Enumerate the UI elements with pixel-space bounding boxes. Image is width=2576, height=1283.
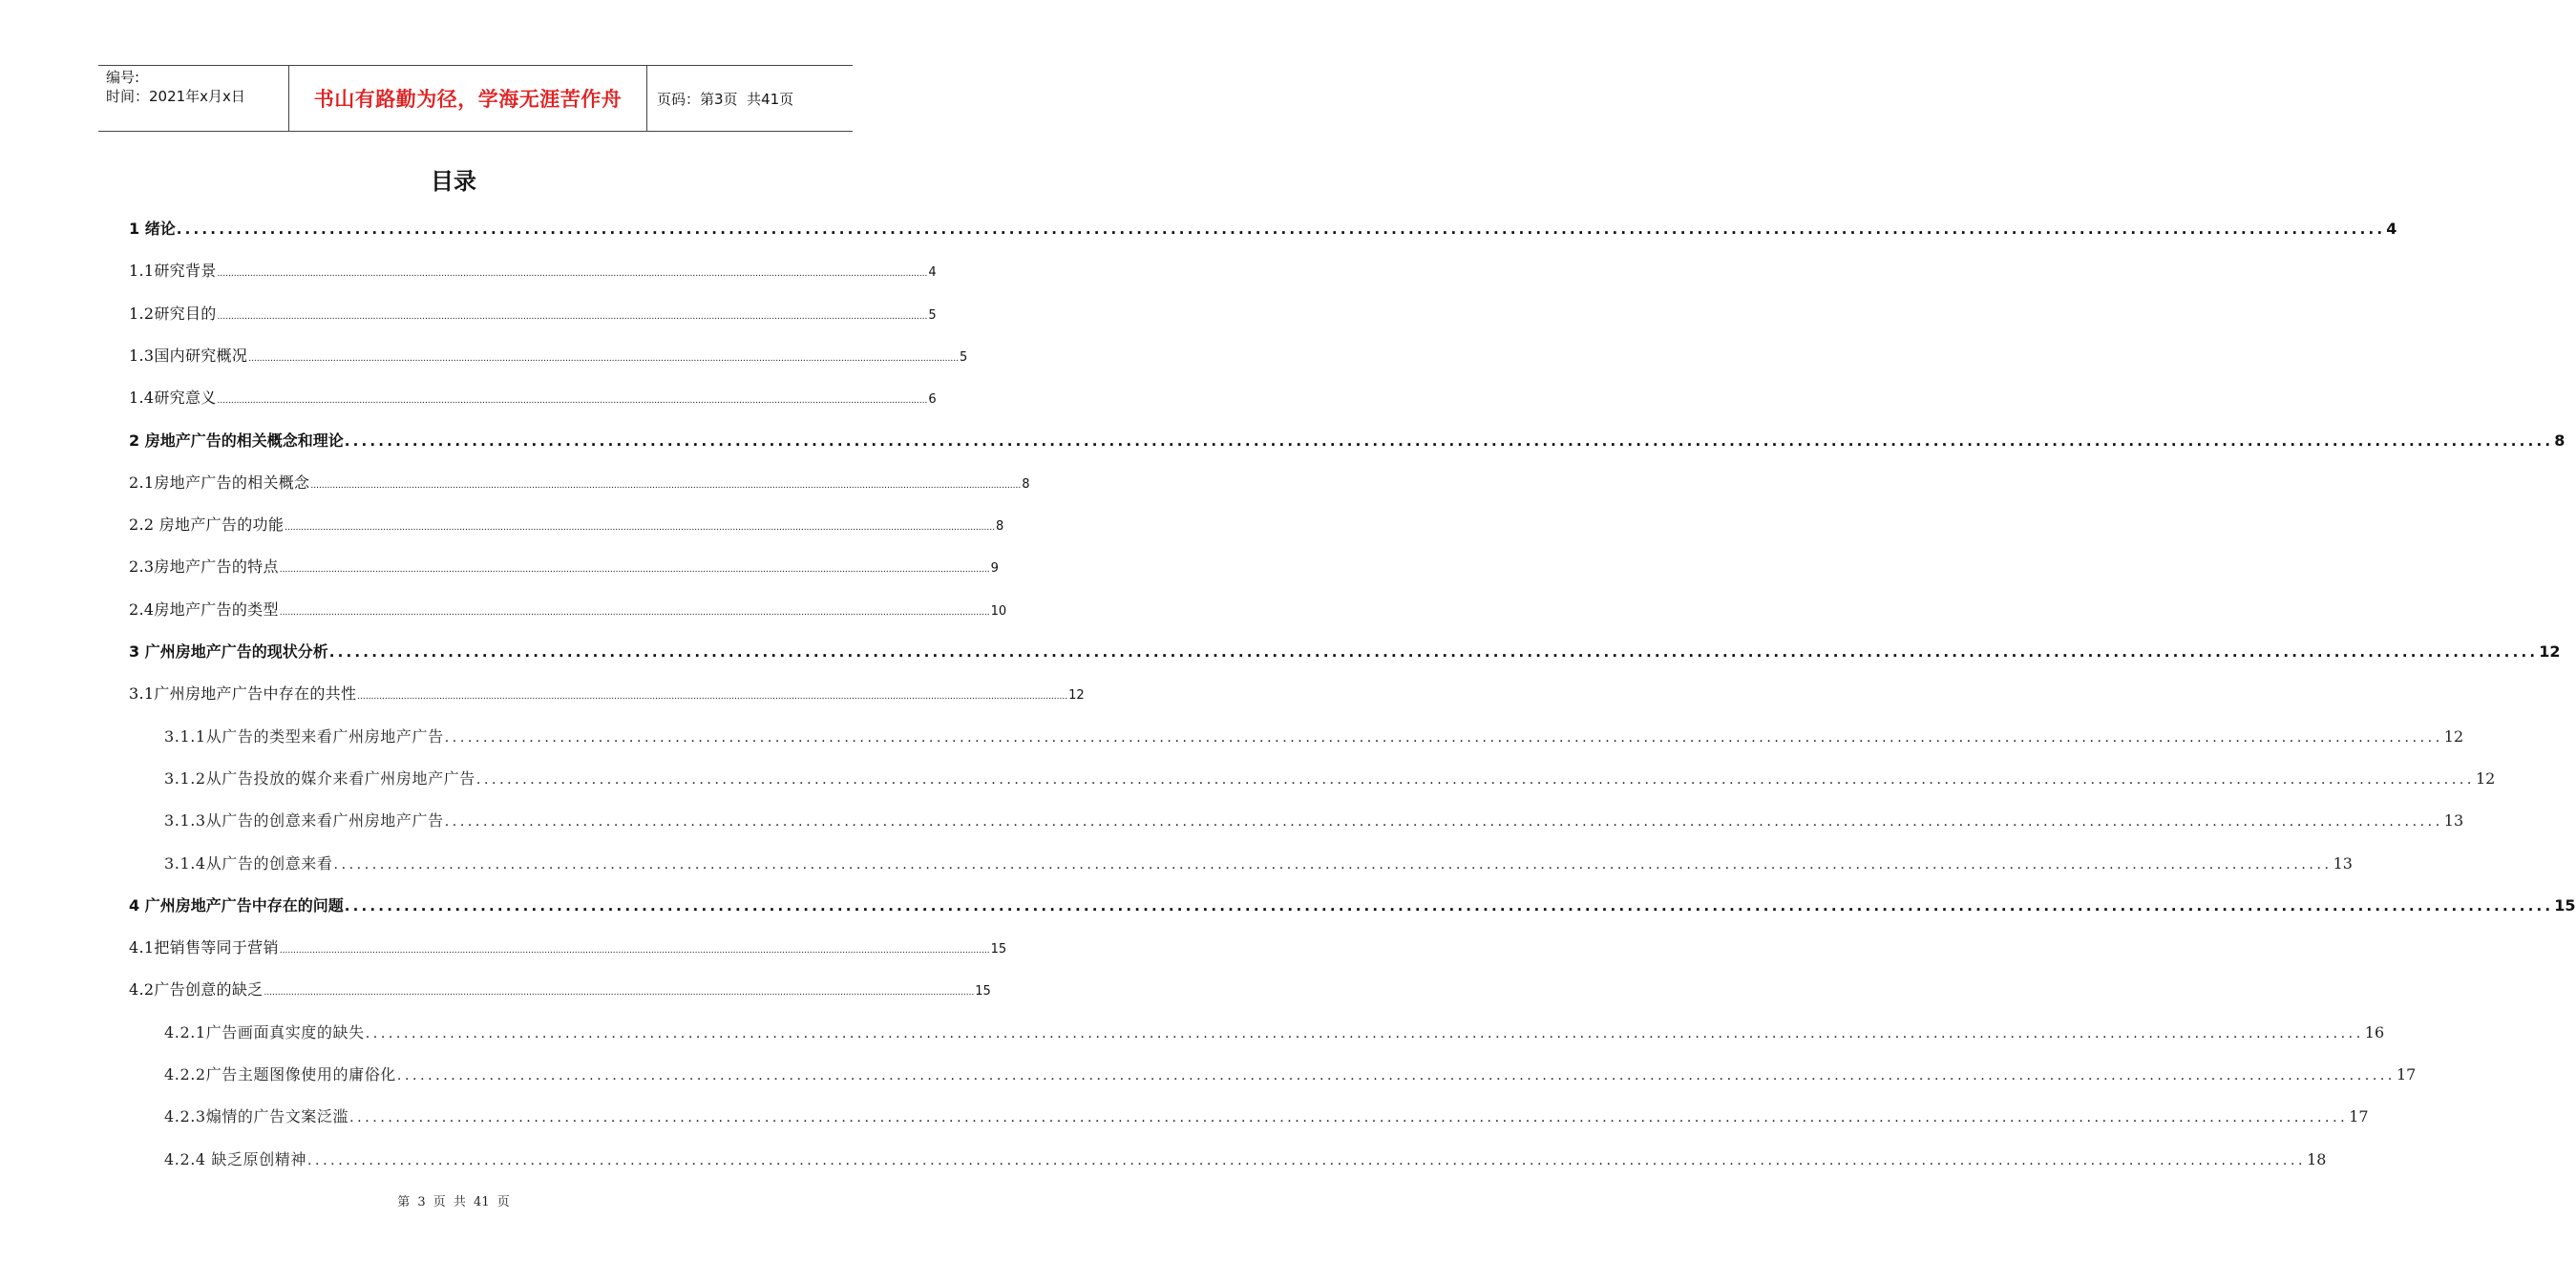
toc-entry-label: 3.1广州房地产广告中存在的共性	[129, 684, 357, 703]
toc-entry-page: 15	[2554, 896, 2576, 915]
page-footer: 第 3 页 共 41 页	[397, 1195, 510, 1209]
toc-entry[interactable]	[129, 429, 2565, 452]
toc-leader-dots: ....................................................................................................................................................................................................................................................................	[444, 814, 2443, 830]
toc-leader-dots: ....................................................................................................................................................................................................................................................................	[365, 1026, 2364, 1041]
toc-entry[interactable]	[129, 936, 1007, 958]
toc-leader-dots: ....................................................................................................................................................................................................................................................................	[444, 730, 2443, 746]
toc-leader-dots: ....................................................................................................................................................................................................................................................................	[217, 312, 928, 322]
toc-entry-page: 4	[2386, 220, 2397, 238]
toc-entry-page: 5	[928, 308, 937, 323]
page-header	[98, 65, 853, 132]
toc-entry-page: 6	[928, 392, 937, 407]
toc-entry[interactable]	[164, 852, 2353, 874]
toc-entry-label: 1.1研究背景	[129, 262, 217, 280]
toc-leader-dots: ....................................................................................................................................................................................................................................................................	[248, 354, 959, 364]
toc-entry-label: 1.3国内研究概况	[129, 347, 248, 365]
toc-entry-page: 8	[1022, 477, 1030, 492]
toc-leader-dots: ....................................................................................................................................................................................................................................................................	[310, 481, 1022, 491]
toc-entry-page: 13	[2443, 811, 2464, 830]
toc-entry[interactable]	[164, 1147, 2327, 1170]
toc-entry-page: 12	[2475, 769, 2496, 788]
toc-entry[interactable]	[164, 1020, 2385, 1043]
toc-leader-dots: ....................................................................................................................................................................................................................................................................	[344, 432, 2554, 450]
toc-entry[interactable]	[129, 217, 2397, 240]
toc-entry-label: 3.1.2从广告投放的媒介来看广州房地产广告	[164, 769, 475, 788]
toc-entry[interactable]	[129, 894, 2576, 916]
page-info-text: 页码：第3页 共41页	[657, 90, 794, 108]
toc-entry-page: 15	[990, 942, 1007, 957]
toc-entry[interactable]	[129, 682, 1085, 705]
toc-leader-dots: ....................................................................................................................................................................................................................................................................	[307, 1153, 2307, 1168]
toc-leader-dots: ....................................................................................................................................................................................................................................................................	[176, 221, 2386, 238]
toc-entry-page: 12	[2539, 642, 2561, 661]
toc-entry[interactable]	[129, 598, 1007, 620]
toc-leader-dots: ....................................................................................................................................................................................................................................................................	[396, 1068, 2396, 1083]
toc-entry-page: 8	[995, 519, 1004, 534]
toc-entry-label: 3.1.4从广告的创意来看	[164, 854, 333, 873]
toc-entry-page: 4	[928, 265, 937, 280]
toc-entry-label: 4.2.2广告主题图像使用的庸俗化	[164, 1065, 396, 1083]
toc-entry-page: 8	[2554, 431, 2565, 450]
toc-entry-label: 2.3房地产广告的特点	[129, 557, 279, 576]
toc-entry-label: 2 房地产广告的相关概念和理论	[129, 431, 344, 450]
toc-entry[interactable]	[129, 259, 937, 282]
toc-entry-label: 4.2.3煽情的广告文案泛滥	[164, 1107, 349, 1125]
toc-entry[interactable]	[164, 1062, 2417, 1085]
toc-leader-dots: ....................................................................................................................................................................................................................................................................	[349, 1110, 2349, 1125]
toc-entry[interactable]	[164, 767, 2496, 789]
header-page-info	[647, 66, 853, 131]
toc-entry[interactable]	[129, 344, 968, 367]
toc-entry-page: 17	[2396, 1065, 2417, 1083]
toc-leader-dots: ....................................................................................................................................................................................................................................................................	[285, 523, 995, 533]
toc-title: 目录	[431, 168, 476, 195]
toc-entry-label: 1.4研究意义	[129, 389, 217, 407]
toc-leader-dots: ....................................................................................................................................................................................................................................................................	[264, 988, 975, 998]
toc-entry-page: 12	[2443, 727, 2464, 746]
toc-entry[interactable]	[129, 302, 937, 325]
toc-entry-page: 13	[2333, 854, 2353, 873]
toc-leader-dots: ....................................................................................................................................................................................................................................................................	[344, 897, 2554, 915]
toc-entry-page: 16	[2364, 1023, 2385, 1041]
toc-entry-label: 3.1.1从广告的类型来看广州房地产广告	[164, 727, 444, 746]
toc-entry-label: 3.1.3从广告的创意来看广州房地产广告	[164, 811, 444, 830]
toc-leader-dots: ....................................................................................................................................................................................................................................................................	[357, 692, 1068, 702]
toc-entry-page: 15	[975, 984, 991, 999]
header-motto: 书山有路勤为径，学海无涯苦作舟	[289, 66, 647, 131]
toc-entry[interactable]	[129, 471, 1030, 494]
toc-entry-page: 18	[2307, 1150, 2327, 1168]
toc-entry-label: 4 广州房地产广告中存在的问题	[129, 896, 344, 915]
toc-entry[interactable]	[164, 1104, 2369, 1127]
toc-entry-label: 1.2研究目的	[129, 305, 217, 323]
toc-entry[interactable]	[129, 555, 999, 578]
toc-leader-dots: ....................................................................................................................................................................................................................................................................	[217, 396, 928, 406]
toc-entry-label: 4.2广告创意的缺乏	[129, 980, 264, 999]
toc-entry-page: 12	[1068, 688, 1085, 703]
toc-entry[interactable]	[164, 809, 2464, 831]
toc-entry-label: 2.1房地产广告的相关概念	[129, 473, 310, 492]
header-meta	[98, 66, 289, 131]
toc-leader-dots: ....................................................................................................................................................................................................................................................................	[475, 772, 2475, 788]
toc-leader-dots: ....................................................................................................................................................................................................................................................................	[279, 608, 990, 618]
toc-entry-page: 9	[990, 561, 999, 576]
toc-entry-page: 5	[959, 350, 968, 365]
toc-leader-dots: ....................................................................................................................................................................................................................................................................	[333, 857, 2333, 873]
toc-entry-label: 4.2.1广告画面真实度的缺失	[164, 1023, 365, 1041]
toc-entry[interactable]	[164, 725, 2464, 747]
serial-label: 编号:	[106, 69, 140, 86]
toc-entry-label: 2.2 房地产广告的功能	[129, 515, 285, 534]
toc-entry-page: 10	[990, 604, 1007, 619]
toc-entry-label: 4.2.4 缺乏原创精神	[164, 1150, 306, 1168]
toc-entry[interactable]	[129, 640, 2561, 663]
toc-entry[interactable]	[129, 978, 991, 1000]
date-label: 时间：2021年x月x日	[106, 88, 245, 105]
toc-entry-label: 2.4房地产广告的类型	[129, 600, 279, 619]
toc-leader-dots: ....................................................................................................................................................................................................................................................................	[279, 946, 990, 956]
toc-entry-label: 1 绪论	[129, 220, 176, 238]
toc-entry-label: 4.1把销售等同于营销	[129, 938, 279, 957]
toc-entry[interactable]	[129, 513, 1004, 536]
toc-entry-label: 3 广州房地产广告的现状分析	[129, 642, 328, 661]
toc-leader-dots: ....................................................................................................................................................................................................................................................................	[217, 269, 928, 279]
toc-entry[interactable]	[129, 386, 937, 409]
toc-leader-dots: ....................................................................................................................................................................................................................................................................	[279, 565, 990, 575]
toc-entry-page: 17	[2349, 1107, 2369, 1125]
toc-leader-dots: ....................................................................................................................................................................................................................................................................	[328, 643, 2539, 661]
